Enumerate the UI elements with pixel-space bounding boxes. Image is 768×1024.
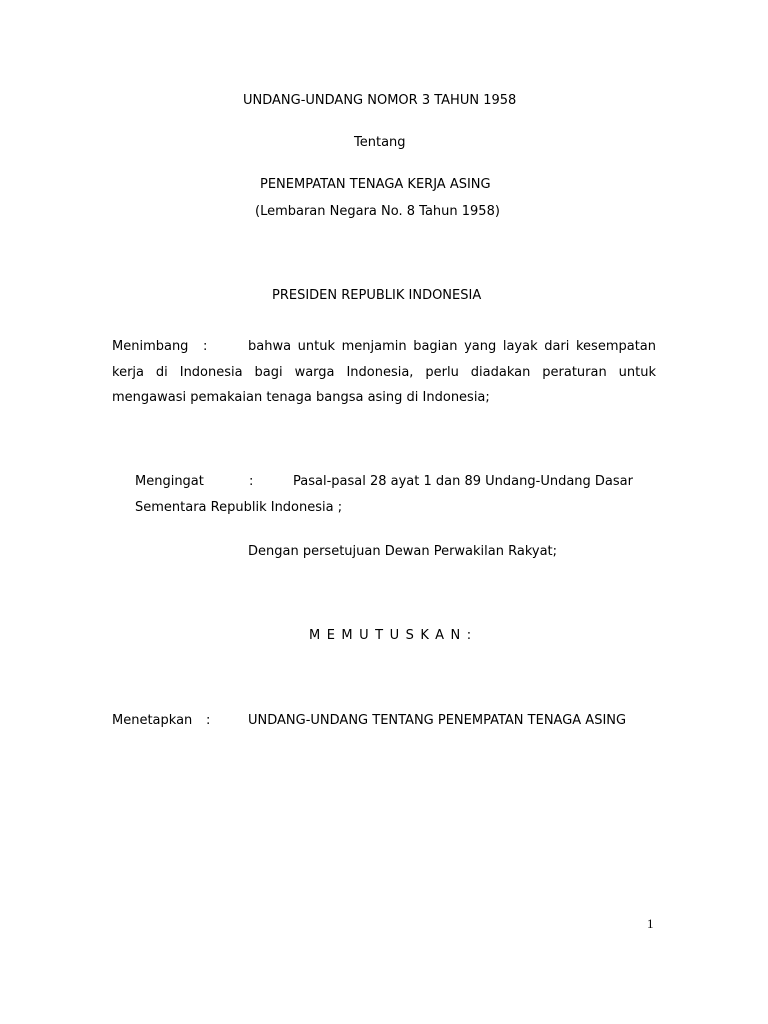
consent-statement: Dengan persetujuan Dewan Perwakilan Rakyat; xyxy=(248,544,558,559)
page-number: 1 xyxy=(647,916,654,931)
menimbang-line-2: kerja di Indonesia bagi warga Indonesia, perlu diadakan peraturan untuk xyxy=(112,365,656,380)
menimbang-label: Menimbang xyxy=(112,339,189,354)
decision-heading: MEMUTUSKAN: xyxy=(309,628,478,643)
mengingat-line-1: Pasal-pasal 28 ayat 1 dan 89 Undang-Undang Dasar xyxy=(293,474,633,489)
mengingat-colon: : xyxy=(249,474,254,489)
menetapkan-colon: : xyxy=(206,713,211,728)
document-about: Tentang xyxy=(354,135,406,150)
gazette-reference: (Lembaran Negara No. 8 Tahun 1958) xyxy=(255,204,500,219)
president-heading: PRESIDEN REPUBLIK INDONESIA xyxy=(272,288,482,303)
mengingat-label: Mengingat xyxy=(135,474,204,489)
document-subject: PENEMPATAN TENAGA KERJA ASING xyxy=(260,177,491,192)
menimbang-colon: : xyxy=(203,339,208,354)
menimbang-line-3: mengawasi pemakaian tenaga bangsa asing di Indonesia; xyxy=(112,390,490,405)
mengingat-line-2: Sementara Republik Indonesia ; xyxy=(135,500,343,515)
document-title: UNDANG-UNDANG NOMOR 3 TAHUN 1958 xyxy=(243,93,517,108)
menetapkan-label: Menetapkan xyxy=(112,713,193,728)
menetapkan-text: UNDANG-UNDANG TENTANG PENEMPATAN TENAGA ASING xyxy=(248,713,627,728)
menimbang-line-1: bahwa untuk menjamin bagian yang layak dari kesempatan xyxy=(248,339,656,354)
